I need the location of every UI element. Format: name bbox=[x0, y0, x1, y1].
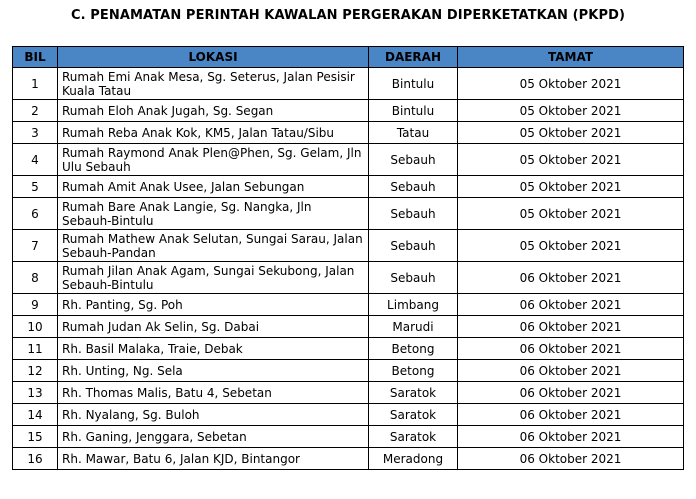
cell-lokasi: Rh. Thomas Malis, Batu 4, Sebetan bbox=[58, 382, 369, 404]
table-header-row bbox=[13, 47, 684, 68]
table-row bbox=[13, 382, 684, 404]
cell-tamat: 06 Oktober 2021 bbox=[458, 360, 684, 382]
cell-tamat: 06 Oktober 2021 bbox=[458, 338, 684, 360]
table-row bbox=[13, 176, 684, 198]
cell-daerah: Sebauh bbox=[369, 176, 458, 198]
column-header-lokasi: LOKASI bbox=[58, 47, 369, 68]
cell-lokasi: Rh. Panting, Sg. Poh bbox=[58, 294, 369, 316]
cell-daerah: Tatau bbox=[369, 122, 458, 144]
cell-bil: 1 bbox=[13, 68, 58, 100]
cell-bil: 14 bbox=[13, 404, 58, 426]
table-row bbox=[13, 230, 684, 262]
cell-lokasi: Rumah Bare Anak Langie, Sg. Nangka, Jln Sebauh-Bintulu bbox=[58, 198, 369, 230]
cell-tamat: 05 Oktober 2021 bbox=[458, 230, 684, 262]
table-row bbox=[13, 426, 684, 448]
cell-daerah: Limbang bbox=[369, 294, 458, 316]
cell-lokasi: Rumah Judan Ak Selin, Sg. Dabai bbox=[58, 316, 369, 338]
cell-bil: 8 bbox=[13, 262, 58, 294]
column-header-bil: BIL bbox=[13, 47, 58, 68]
cell-lokasi: Rumah Amit Anak Usee, Jalan Sebungan bbox=[58, 176, 369, 198]
cell-lokasi: Rumah Raymond Anak Plen@Phen, Sg. Gelam, Jln Ulu Sebauh bbox=[58, 144, 369, 176]
cell-bil: 3 bbox=[13, 122, 58, 144]
cell-daerah: Sebauh bbox=[369, 262, 458, 294]
cell-bil: 16 bbox=[13, 448, 58, 470]
cell-bil: 13 bbox=[13, 382, 58, 404]
cell-lokasi: Rh. Basil Malaka, Traie, Debak bbox=[58, 338, 369, 360]
cell-bil: 2 bbox=[13, 100, 58, 122]
cell-lokasi: Rh. Mawar, Batu 6, Jalan KJD, Bintangor bbox=[58, 448, 369, 470]
cell-tamat: 06 Oktober 2021 bbox=[458, 316, 684, 338]
cell-daerah: Saratok bbox=[369, 382, 458, 404]
section-title: C. PENAMATAN PERINTAH KAWALAN PERGERAKAN DIPERKETATKAN (PKPD) bbox=[70, 8, 626, 23]
cell-bil: 9 bbox=[13, 294, 58, 316]
cell-tamat: 06 Oktober 2021 bbox=[458, 426, 684, 448]
cell-daerah: Bintulu bbox=[369, 68, 458, 100]
cell-daerah: Sebauh bbox=[369, 198, 458, 230]
cell-lokasi: Rh. Nyalang, Sg. Buloh bbox=[58, 404, 369, 426]
cell-tamat: 05 Oktober 2021 bbox=[458, 122, 684, 144]
cell-daerah: Marudi bbox=[369, 316, 458, 338]
cell-daerah: Meradong bbox=[369, 448, 458, 470]
cell-bil: 11 bbox=[13, 338, 58, 360]
cell-lokasi: Rumah Reba Anak Kok, KM5, Jalan Tatau/Sibu bbox=[58, 122, 369, 144]
table-row bbox=[13, 144, 684, 176]
cell-tamat: 06 Oktober 2021 bbox=[458, 262, 684, 294]
cell-tamat: 05 Oktober 2021 bbox=[458, 198, 684, 230]
cell-bil: 4 bbox=[13, 144, 58, 176]
cell-tamat: 06 Oktober 2021 bbox=[458, 294, 684, 316]
cell-tamat: 05 Oktober 2021 bbox=[458, 144, 684, 176]
cell-daerah: Betong bbox=[369, 360, 458, 382]
cell-lokasi: Rumah Emi Anak Mesa, Sg. Seterus, Jalan Pesisir Kuala Tatau bbox=[58, 68, 369, 100]
cell-lokasi: Rh. Unting, Ng. Sela bbox=[58, 360, 369, 382]
cell-tamat: 05 Oktober 2021 bbox=[458, 68, 684, 100]
table-row bbox=[13, 262, 684, 294]
table-row bbox=[13, 198, 684, 230]
cell-bil: 5 bbox=[13, 176, 58, 198]
table-row bbox=[13, 448, 684, 470]
table-row bbox=[13, 360, 684, 382]
table-row bbox=[13, 68, 684, 100]
cell-daerah: Saratok bbox=[369, 426, 458, 448]
cell-lokasi: Rumah Jilan Anak Agam, Sungai Sekubong, Jalan Sebauh-Bintulu bbox=[58, 262, 369, 294]
cell-tamat: 06 Oktober 2021 bbox=[458, 382, 684, 404]
table-row bbox=[13, 404, 684, 426]
cell-lokasi: Rh. Ganing, Jenggara, Sebetan bbox=[58, 426, 369, 448]
cell-bil: 12 bbox=[13, 360, 58, 382]
table-row bbox=[13, 294, 684, 316]
cell-tamat: 06 Oktober 2021 bbox=[458, 404, 684, 426]
column-header-tamat: TAMAT bbox=[458, 47, 684, 68]
pkpd-table bbox=[12, 46, 684, 470]
cell-lokasi: Rumah Mathew Anak Selutan, Sungai Sarau, Jalan Sebauh-Pandan bbox=[58, 230, 369, 262]
table-row bbox=[13, 122, 684, 144]
cell-bil: 15 bbox=[13, 426, 58, 448]
cell-daerah: Bintulu bbox=[369, 100, 458, 122]
table-row bbox=[13, 338, 684, 360]
column-header-daerah: DAERAH bbox=[369, 47, 458, 68]
cell-bil: 10 bbox=[13, 316, 58, 338]
cell-tamat: 05 Oktober 2021 bbox=[458, 176, 684, 198]
cell-daerah: Betong bbox=[369, 338, 458, 360]
cell-tamat: 06 Oktober 2021 bbox=[458, 448, 684, 470]
cell-bil: 7 bbox=[13, 230, 58, 262]
cell-tamat: 05 Oktober 2021 bbox=[458, 100, 684, 122]
cell-daerah: Saratok bbox=[369, 404, 458, 426]
table-row bbox=[13, 316, 684, 338]
table-row bbox=[13, 100, 684, 122]
cell-bil: 6 bbox=[13, 198, 58, 230]
cell-lokasi: Rumah Eloh Anak Jugah, Sg. Segan bbox=[58, 100, 369, 122]
cell-daerah: Sebauh bbox=[369, 230, 458, 262]
cell-daerah: Sebauh bbox=[369, 144, 458, 176]
